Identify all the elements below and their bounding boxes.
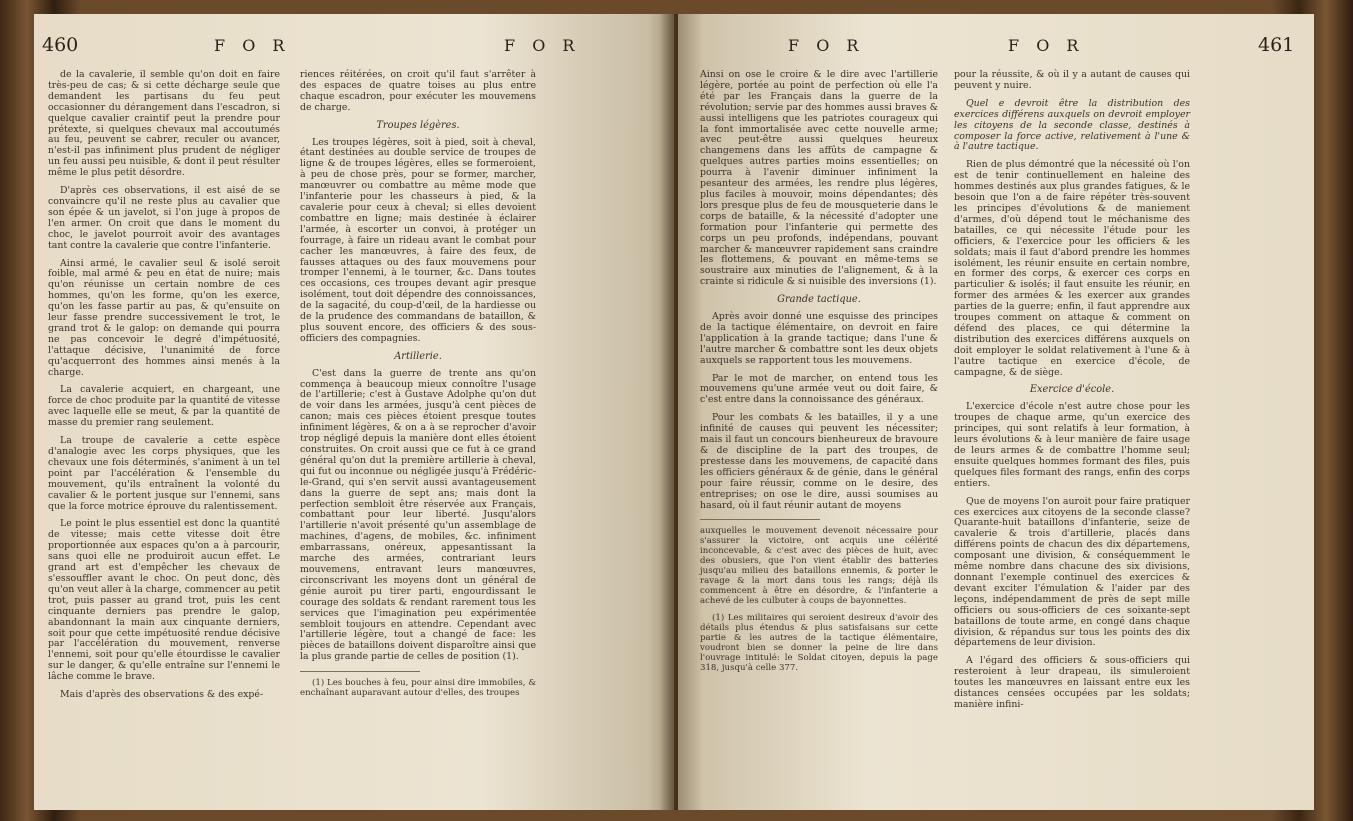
paragraph: Par le mot de marcher, on entend tous les mouvemens qu'une armée veut ou doit faire, & c'est entre dans la connoissance des généraux. — [700, 372, 938, 406]
section-heading-artillerie: Artillerie. — [394, 350, 442, 362]
footnote: (1) Les bouches à feu, pour ainsi dire immobiles, & enchaînant auparavant autour d'elles, des troupes — [300, 678, 536, 699]
page-number-right: 461 — [1258, 34, 1295, 56]
right-column-1 — [700, 70, 938, 680]
paragraph: Les troupes légères, soit à pied, soit à cheval, étant destinées au double service de troupes de ligne & de troupes légères, elles se formeroient, à peu de chose près, pour se former, marcher, manœuvrer ou combattre au même mode que l'infanterie pour les chasseurs à pied, & la cavalerie pour ceux à cheval; si elles devoient combattre en ligne; mais destinée à éclairer l'armée, à escorter un convoi, à protéger un fourrage, à faire un rideau avant le combat pour cacher les manœuvres, à faire des feux, de fausses attaques ou des faux mouvemens pour tromper l'ennemi, à le tourner, &c. Dans toutes ces occasions, ces troupes devant agir presque isolément, tout doit dépendre des connoissances, de la sagacité, du coup-d'œil, de la hardiesse ou de la prudence des commandans de bataillon, & plus souvent encore, des officiers & des sous-officiers des compagnies. — [300, 136, 536, 344]
page-number-left: 460 — [42, 34, 79, 56]
paragraph: A l'égard des officiers & sous-officiers qui resteroient à leur drapeau, ils simuleroient toutes les manœuvres en laissant entre eux les distances censées occupées par les soldats; manière infini- — [954, 655, 1190, 710]
paragraph: D'après ces observations, il est aisé de se convaincre qu'il ne reste plus au cavalier que son épée & un javelot, si l'on juge à propos de l'en armer. On croit que dans le moment du choc, le javelot pourroit avoir des avantages tant contre la cavalerie que contre l'infanterie. — [48, 185, 280, 251]
left-page — [34, 14, 674, 810]
section-heading-grande-tactique: Grande tactique. — [777, 294, 861, 306]
running-head-right-1: F O R — [788, 36, 865, 55]
paragraph: Rien de plus démontré que la nécessité où l'on est de tenir continuellement en haleine des hommes destinés aux plus grandes fatigues, & le besoin que l'on a de faire répéter très-souvent les principes d'évolutions & de maniement d'armes, d'où dépend tout le méchanisme des batailles, ce qui nécessite l'étude pour les officiers, & l'exercice pour les officiers & les soldats; mais il faut d'abord prendre les hommes isolément, les réunir ensuite en certain nombre, en former des corps, & exercer ces corps en particulier & isolés; il faut ensuite les réunir, en former des armées & les exercer aux grandes parties de la guerre; enfin, il faut apprendre aux troupes comment on attaque & comment on défend des places, ce qui détermine la distribution des exercices différens auxquels on doit employer le soldat relativement à l'une & à l'autre tactique en exercice d'école, de campagne, & de siège. — [954, 159, 1190, 378]
footnote-rule — [300, 671, 420, 672]
running-head-left-1: F O R — [214, 36, 291, 55]
query-heading: Quel e devroit être la distribution des exercices différens auxquels on devroit employer les citoyens de la seconde classe, destinés à composer la force active, relativement à l'une & à l'autre tactique. — [954, 97, 1190, 153]
left-column-1 — [48, 70, 280, 708]
footnote: (1) Les militaires qui seroient desireux d'avoir des détails plus étendus & plus satisfaisans sur cette partie & les autres de la tactique élémentaire, voudront bien se donner la peine de lire dans l'ouvrage intitulé: le Soldat citoyen, depuis la page 318, jusqu'à celle 377. — [700, 613, 938, 674]
running-head-left-2: F O R — [504, 36, 581, 55]
paragraph: La cavalerie acquiert, en chargeant, une force de choc produite par la quantité de vitesse avec laquelle elle se meut, & par la quantité de masse du premier rang seulement. — [48, 384, 280, 429]
paragraph: La troupe de cavalerie a cette espèce d'analogie avec les corps physiques, que les chevaux une fois déterminés, s'animent à un tel point par l'accélération & l'ensemble du mouvement, qu'ils entraînent la volonté du cavalier & le portent jusque sur l'ennemi, sans que la force motrice éprouve du ralentissement. — [48, 435, 280, 512]
paragraph: Mais d'après des observations & des expé- — [60, 689, 264, 701]
paragraph: Après avoir donné une esquisse des principes de la tactique élémentaire, on devroit en faire l'application à la grande tactique; dans l'une & l'autre marcher & combattre sont les deux objets auxquels se rapportent tous les mouvemens. — [700, 311, 938, 366]
paragraph: C'est dans la guerre de trente ans qu'on commença à beaucoup mieux connoître l'usage de l'artillerie; c'est à Gustave Adolphe qu'on dut de voir dans les armées, jusqu'à cent pièces de canon; mais ces pièces étoient presque toutes infiniment légères, & on a à se reprocher d'avoir trop négligé depuis la manière dont elles étoient construites. On croit aussi que ce fut à ce grand général qu'on dut la première artillerie à cheval, qui fut ou inconnue ou négligée jusqu'à Frédéric-le-Grand, qui s'en servit aussi avantageusement dans la guerre de sept ans; mais dont la perfection sembloit être réservée aux Français, combattant pour leur liberté. Jusqu'alors l'artillerie n'avoit présenté qu'un assemblage de machines, d'agens, de mobiles, &c. infiniment embarrassans, onéreux, appesantissant la marche des armées, contrariant leurs mouvemens, entravant leurs manœuvres, circonscrivant les moyens dont un général de génie auroit pu tirer parti, engourdissant le courage des soldats & rendant rarement tous les services que l'imagination peu expérimentée sembloit toujours en attendre. Cependant avec l'artillerie légère, tout a changé de face: les pièces de bataillons doivent disparoître ainsi que la plus grande partie de celles de position (1). — [300, 367, 536, 663]
section-heading-troupes: Troupes légères. — [376, 119, 460, 131]
paragraph: Que de moyens l'on auroit pour faire pratiquer ces exercices aux citoyens de la seconde classe? Quarante-huit bataillons d'infanterie, seize de cavalerie & trois d'artillerie, placés dans différens points de chacun des dix départemens, composant une division, & conséquemment le même nombre dans chacune des six divisions, donnant l'exemple continuel des exercices & devant exciter l'émulation & l'aider par des leçons, indépendamment de près de sept mille officiers ou sous-officiers de ces soixante-sept bataillons de toute arme, en congé dans chaque division, & répandus sur tous les points des dix départemens de leur division. — [954, 495, 1190, 649]
footnote: auxquelles le mouvement devenoit nécessaire pour s'assurer la victoire, ont acquis une célérité inconcevable, & c'est avec des pièces de huit, avec des obusiers, que l'on vient établir des batteries jusqu'au milieu des bataillons ennemis, & porter le ravage & la mort dans tous les rangs; déjà ils commencent à être en désordre, & l'infanterie a achevé de les culbuter à coups de bayonnettes. — [700, 526, 938, 607]
section-heading-exercice: Exercice d'école. — [1029, 384, 1115, 396]
right-page — [678, 14, 1314, 810]
paragraph: Ainsi armé, le cavalier seul & isolé seroit foible, mal armé & peu en état de nuire; mais qu'on réunisse un certain nombre de ces hommes, qu'on les forme, qu'on les exerce, qu'on les fasse partir au pas, & qu'ensuite on leur fasse prendre successivement le trot, le grand trot & le galop: on demande qui pourra ne pas concevoir le degré d'impétuosité, l'attaque décisive, l'unanimité de force qu'acquerront des hommes ainsi menés à la charge. — [48, 257, 280, 378]
paragraph: L'exercice d'école n'est autre chose pour les troupes de chaque arme, qu'un exercice des principes, qui sont relatifs à leur formation, à leurs évolutions & à leur manière de faire usage de leurs armes & de combattre l'homme seul; ensuite quelques hommes formant des files, puis quelques files formant des rangs, enfin des corps entiers. — [954, 401, 1190, 489]
paragraph: pour la réussite, & où il y a autant de causes qui peuvent y nuire. — [954, 69, 1190, 91]
paragraph: Le point le plus essentiel est donc la quantité de vitesse; mais cette vitesse doit être proportionnée aux espaces qu'on a à parcourir, sans quoi elle ne produiroit aucun effet. Le grand art est d'empêcher les chevaux de s'essouffler avant le choc. On peut donc, dès qu'on veut aller à la charge, commencer au petit trot, puis passer au grand trot, puis les cent cinquante derniers pas prendre le galop, abandonnant la main aux cinquante derniers, soit pour que cette impétuosité rendue décisive par l'accélération du mouvement, renverse l'ennemi, soit pour qu'elle étourdisse le cavalier sur le danger, & qu'elle entraîne sur l'ennemi le lâche comme le brave. — [48, 518, 280, 683]
left-column-2 — [300, 70, 536, 705]
paragraph: riences réitérées, on croit qu'il faut s'arrêter à des espaces de quatre toises au plus entre chaque escadron, pour exécuter les mouvemens de charge. — [300, 69, 536, 113]
footnote-rule — [700, 519, 820, 520]
right-column-2 — [954, 70, 1190, 718]
paragraph: Ainsi on ose le croire & le dire avec l'artillerie légère, portée au point de perfection où elle l'a été par les Français dans la guerre de la révolution; servie par des hommes aussi braves & aussi intelligens que les patriotes courageux qui la font immortalisée avec cette nouvelle arme; avec peut-être aussi quelques heureux changemens dans les affûts de campagne & quelques autres parties moins essentielles; on pourra à l'avenir diminuer infiniment la pesanteur des armées, les rendre plus légères, plus faciles à mouvoir, moins dépendantes; dès lors presque plus de feu de mousqueterie dans le corps de bataille, & la nécessité d'adopter une formation pour l'infanterie qui permette des corps un peu profonds, indépendans, pouvant marcher & manœuvrer rapidement sans craindre les flottemens, & pouvant en même-tems se soustraire aux minuties de l'alignement, & à la crainte si ridicule & si nuisible des inversions (1). — [700, 69, 938, 288]
paragraph: de la cavalerie, il semble qu'on doit en faire très-peu de cas; & si cette décharge seule que demandent les partisans du feu peut occasionner du dérangement dans l'escadron, si quelque cavalier craintif peut la prendre pour prétexte, si quelques chevaux mal accoutumés au feu, peuvent se cabrer, reculer ou avancer, n'est-il pas infiniment plus prudent de négliger un feu aussi peu nuisible, & dont il peut résulter même le plus petit désordre. — [48, 69, 280, 179]
running-head-right-2: F O R — [1008, 36, 1085, 55]
paragraph: Pour les combats & les batailles, il y a une infinité de causes qui peuvent les nécessiter; mais il faut un concours bienheureux de bravoure & de discipline de la part des troupes, de prestesse dans les mouvemens, de capacité dans les officiers généraux & de génie, dans le général pour faire réussir, comme on le desire, des entreprises; on ose le dire, aussi soumises au hasard, où il faut réunir autant de moyens — [700, 412, 938, 511]
